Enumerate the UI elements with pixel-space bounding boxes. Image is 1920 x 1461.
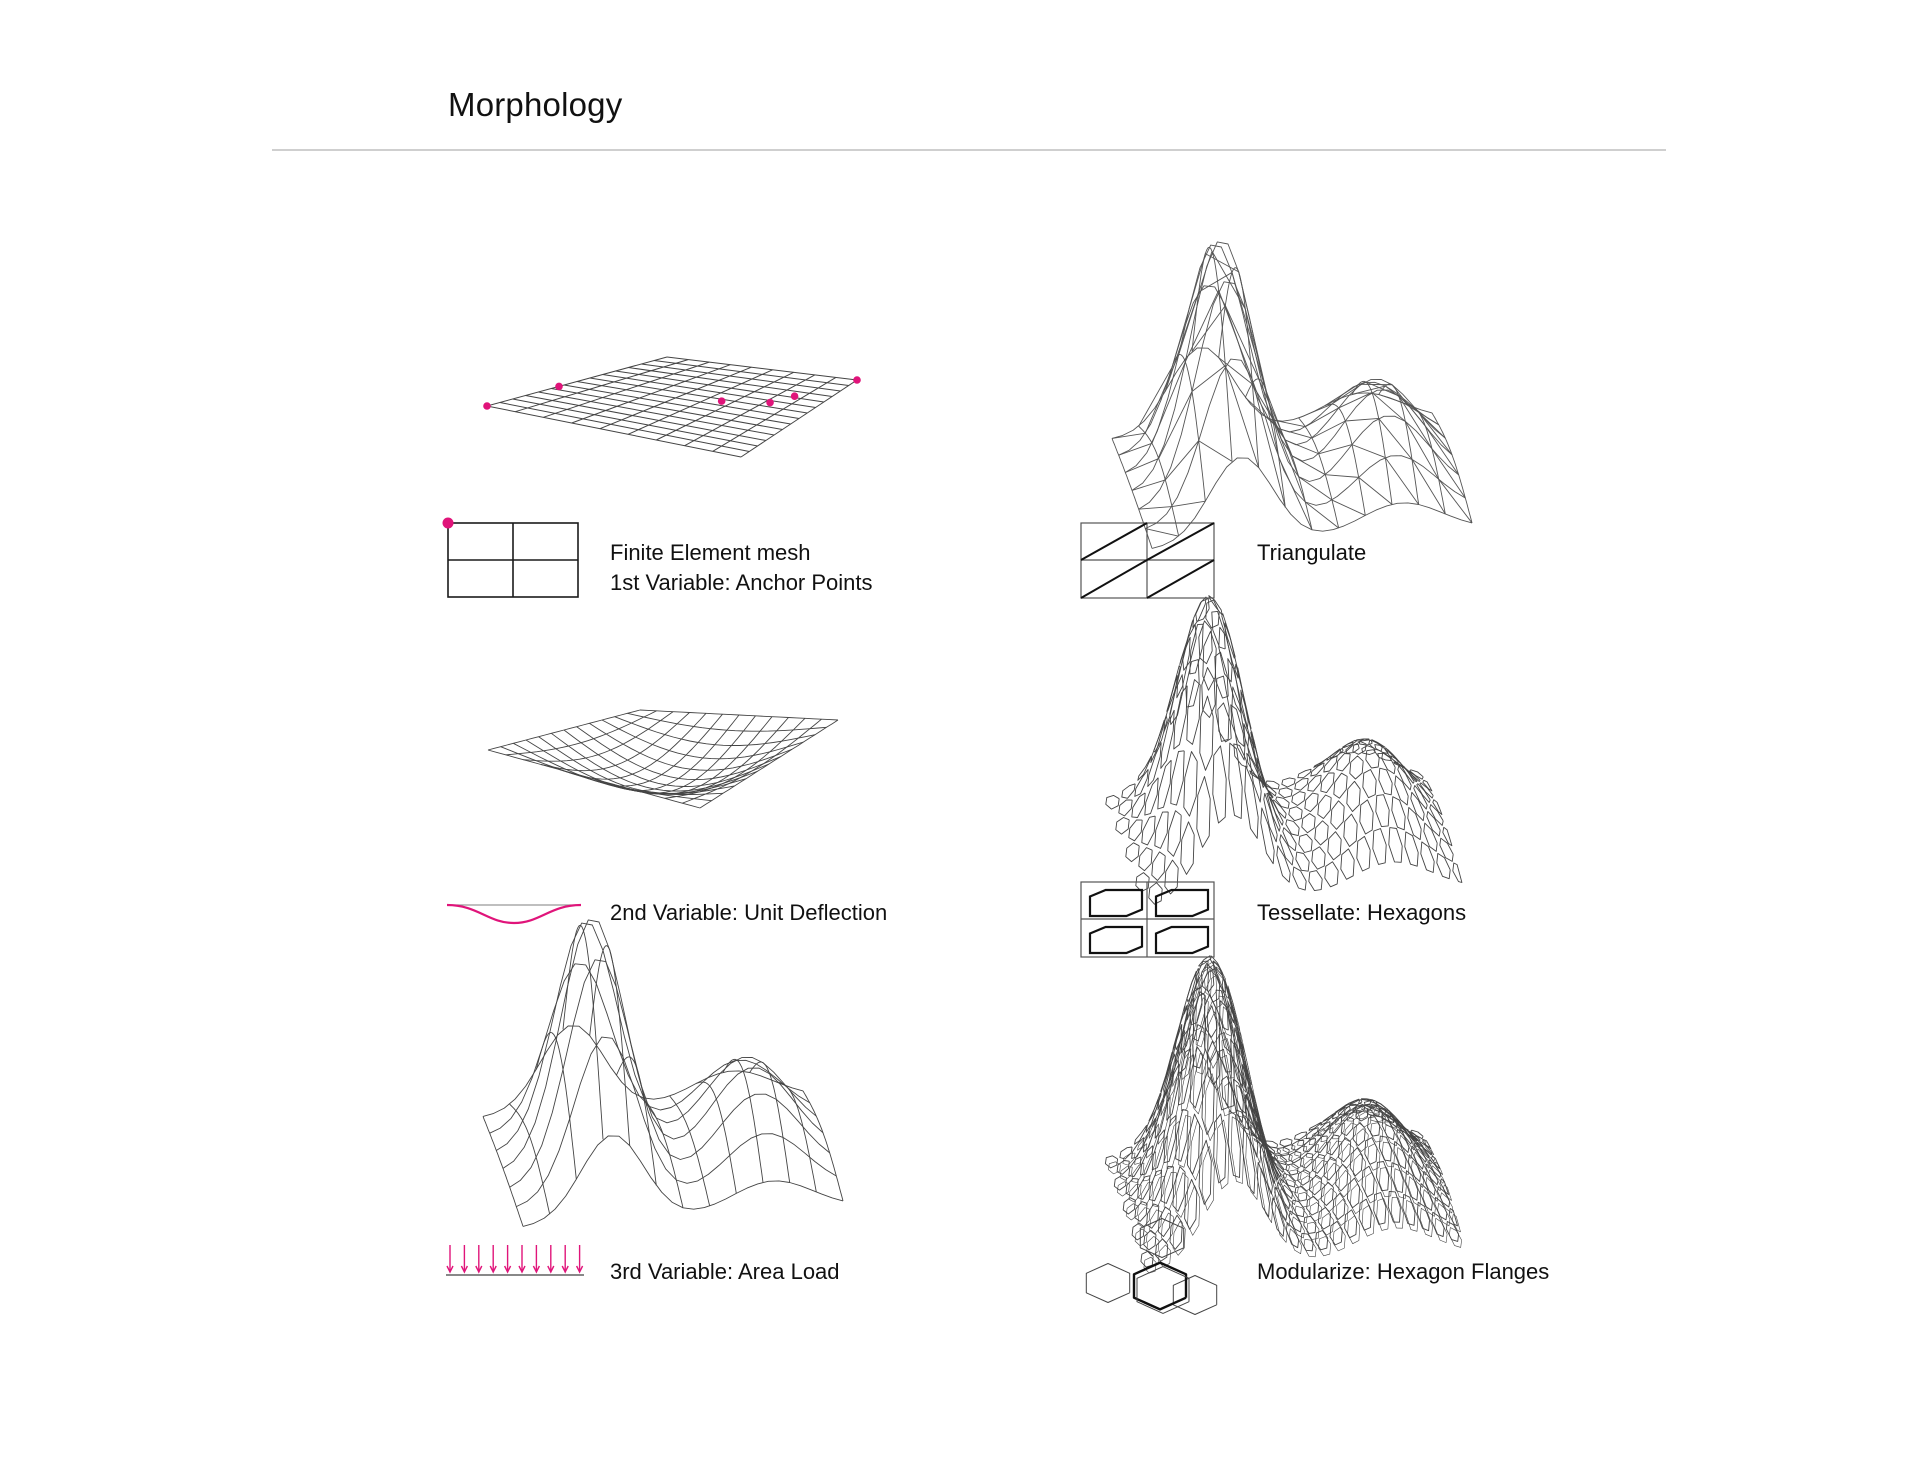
hexagon-cell [1190, 1120, 1202, 1180]
mesh-line [526, 396, 766, 441]
hexagon-cell [1279, 788, 1292, 798]
hexagon-cell [1305, 793, 1318, 812]
hexagon-cell [1292, 792, 1305, 806]
hexagon-cell [1333, 1227, 1345, 1251]
hexagon-flange-module-icon [1086, 1219, 1216, 1315]
mesh-line [1352, 381, 1392, 504]
hexagon-cell [1295, 1186, 1307, 1201]
step-label-line: 3rd Variable: Area Load [610, 1259, 840, 1284]
hexagon-cell [1090, 890, 1142, 916]
hexagon-cell [1324, 1188, 1336, 1211]
step-label-line: 2nd Variable: Unit Deflection [610, 900, 888, 925]
triangle-diagonal [1325, 384, 1358, 405]
triangle-diagonal [1125, 459, 1158, 473]
triangle-diagonal [1172, 254, 1205, 368]
hexagon-cell [1168, 811, 1181, 857]
hexagon-cell [1347, 1178, 1359, 1208]
mesh-line [656, 372, 793, 440]
hexagon-cell [1161, 710, 1174, 768]
hexagon-cell [1129, 820, 1142, 841]
hexagon-cell [1350, 1184, 1362, 1214]
hexagon-cell [1359, 1112, 1371, 1127]
hexagon-cell [1395, 776, 1408, 805]
triangle-diagonal [1112, 433, 1145, 438]
hexagon-cell [1391, 1197, 1403, 1228]
hexagon-cell [1119, 800, 1132, 816]
step-label-line: 1st Variable: Anchor Points [610, 570, 873, 595]
hexagon-cell [1362, 1205, 1374, 1236]
step-label-tessellate [1257, 898, 1466, 928]
mesh-line [487, 406, 741, 457]
hexagon-cell [1243, 1127, 1255, 1193]
hexagon-cell [1378, 753, 1391, 760]
hexagon-cell [1156, 927, 1208, 953]
hexagon-cell [1126, 1204, 1138, 1220]
hexagon-cell [1120, 1147, 1132, 1159]
triangle-diagonal [1412, 406, 1445, 438]
triangle-diagonal [1252, 384, 1285, 440]
title-divider [272, 149, 1666, 151]
hexagon-cell [1304, 1239, 1316, 1257]
hexagon-cell [1440, 838, 1453, 861]
hexagon-cell [1365, 1172, 1377, 1203]
hexagon-cell [1132, 793, 1145, 818]
hexagon-cell [1309, 871, 1322, 891]
hexagon-flange [1134, 1263, 1186, 1310]
hexagon-cell [1318, 795, 1331, 819]
mesh-line [496, 923, 816, 1150]
hexagon-cell [1417, 1202, 1429, 1230]
triangle-diagonal [1172, 501, 1205, 506]
hexagon-cell [1155, 812, 1168, 849]
hexagon-cell [1187, 1114, 1199, 1174]
hexagon-cell [1435, 1218, 1447, 1242]
hexagon-cell [1199, 1140, 1211, 1204]
hexagon-cell [1145, 778, 1158, 815]
hexagon-cell [1138, 756, 1151, 780]
hexagon-cell [1403, 1194, 1415, 1225]
hexagon-cell [1321, 773, 1334, 793]
hexagon-cell [1254, 740, 1267, 790]
hexagon-cell [1363, 770, 1376, 798]
anchor-point-dot [718, 397, 726, 405]
triangulated-grid-icon [1081, 523, 1214, 598]
hexagon-cell [1219, 1001, 1231, 1052]
hexagon-cell [1334, 773, 1347, 798]
mesh-line [503, 920, 823, 1169]
anchor-point-dot [766, 399, 774, 407]
triangle-diagonal [1272, 416, 1305, 502]
triangle-diagonal [1439, 479, 1472, 523]
step-label-line: Triangulate [1257, 540, 1367, 565]
hexagon-cell [1298, 769, 1311, 778]
hexagon-cell [1170, 1215, 1182, 1249]
triangle-diagonal [1385, 458, 1418, 505]
hexagon-cell [1380, 1168, 1392, 1197]
hexagon-cell [1299, 834, 1312, 852]
triangle-diagonal [1185, 290, 1218, 362]
hexagon-cell [1368, 1117, 1380, 1136]
hexagon-cell [1171, 751, 1184, 805]
hexagon-surface-drawing [1106, 596, 1462, 905]
hexagon-cell [1366, 750, 1379, 768]
mesh-line [538, 392, 774, 435]
mesh-line [506, 711, 657, 755]
triangle-diagonal [1305, 408, 1338, 427]
triangle-diagonal [1345, 418, 1378, 421]
hexagon-cell [1319, 1237, 1331, 1256]
hexagon-cell [1123, 1198, 1135, 1214]
hexagon-cell [1377, 1162, 1389, 1191]
hexagon-cell [1362, 1166, 1374, 1197]
triangle-diagonal [1245, 309, 1278, 457]
triangle-diagonal [1219, 290, 1252, 379]
flat-mesh-drawing [487, 357, 857, 457]
step-label-line: Tessellate: Hexagons [1257, 900, 1467, 925]
hexagon-cell [1336, 1164, 1348, 1191]
mesh-line [1152, 458, 1472, 549]
hexagon-cell [1453, 863, 1462, 883]
mesh-line [483, 1026, 803, 1117]
hexagon-cell [1142, 816, 1155, 845]
hexagon-cell [1214, 1114, 1226, 1183]
mesh-line [483, 1116, 523, 1226]
triangle-diagonal [1325, 475, 1358, 478]
mesh-line [563, 925, 603, 1139]
hexagon-cell [1357, 836, 1370, 871]
mesh-line [685, 375, 815, 446]
hexagon-cell [1213, 746, 1226, 823]
hexagon-cell [1116, 818, 1129, 835]
anchor-point-dot [483, 402, 491, 410]
mesh-line [670, 1096, 710, 1206]
hexagon-cell [1312, 847, 1325, 869]
hexagon-cell [1296, 852, 1309, 871]
triangulated-surface-drawing [1112, 242, 1472, 549]
hexagon-cell [1161, 1213, 1173, 1243]
step-label-modularize [1257, 1257, 1549, 1287]
hexagon-cell [1229, 743, 1242, 818]
hexagon-cell [1437, 853, 1450, 878]
hexagon-cell [1179, 1115, 1191, 1167]
hexagon-cell [1376, 795, 1389, 827]
hexagon-cell [1421, 842, 1434, 873]
hexagon-flange [1086, 1264, 1129, 1303]
hexagon-cell [1181, 822, 1194, 875]
mesh-line [1379, 384, 1419, 505]
hexagon-cell [1292, 1217, 1304, 1238]
mesh-line [629, 717, 772, 794]
triangle-diagonal [1159, 391, 1192, 458]
hexagon-cell [1176, 1109, 1188, 1161]
step-label-deflection [610, 898, 887, 928]
triangle-diagonal [1199, 441, 1232, 462]
mesh-line [523, 1136, 843, 1227]
hexagon-cell [1187, 680, 1200, 745]
deflected-mesh-drawing [488, 710, 838, 808]
hexagon-cell [1158, 760, 1171, 809]
anchor-point-dot [791, 392, 799, 400]
hexagon-cell [1302, 814, 1315, 833]
hexagon-cell [1200, 696, 1213, 770]
hexagon-cell [1373, 829, 1386, 865]
hexagon-cell [1289, 1170, 1301, 1181]
anchor-point-dot [853, 376, 861, 384]
hexagon-cell [1197, 777, 1210, 848]
hexagon-cell [1377, 1199, 1389, 1231]
hexagon-cell [1359, 1199, 1371, 1230]
hexagon-cell [1360, 800, 1373, 834]
hexagon-cell [1315, 1160, 1327, 1179]
triangle-diagonal [1179, 251, 1212, 355]
hexagon-cell [1337, 754, 1350, 771]
hexagon-tessellation-icon [1081, 882, 1214, 957]
hexagon-cell [1135, 1202, 1147, 1222]
hexagon-cell [1389, 828, 1402, 863]
hexagon-cell [1276, 797, 1289, 808]
hexagon-cell [1126, 843, 1139, 862]
hexagon-cell [1308, 775, 1321, 791]
triangle-diagonal [1139, 367, 1172, 426]
hexagon-cell [1341, 849, 1354, 879]
hexagon-cell [1304, 1216, 1316, 1233]
mesh-line [488, 710, 640, 750]
hexagon-cell [1379, 1136, 1391, 1161]
hexagon-cell [1184, 752, 1197, 817]
mesh-line [1125, 245, 1445, 472]
triangle-diagonal [1145, 529, 1178, 537]
hexagon-cell [1165, 860, 1178, 894]
hexagon-cell [1406, 1200, 1418, 1231]
hexagon-flange [1137, 1267, 1189, 1314]
hexagon-cell [1424, 823, 1437, 851]
triangle-diagonal [1225, 365, 1258, 467]
anchor-point-dot [555, 383, 563, 391]
deflection-curve-icon [447, 905, 581, 923]
hexagon-cell [1328, 832, 1341, 860]
hexagon-cell [1301, 1233, 1313, 1251]
hexagon-cell [1353, 1123, 1365, 1146]
hexagon-cell [1316, 1231, 1328, 1250]
hexagon-cell [1301, 1176, 1313, 1192]
hexagon-cell [1353, 1154, 1365, 1182]
triangle-diagonal [1339, 392, 1372, 407]
mesh-line [513, 399, 758, 446]
step-label-line: Modularize: Hexagon Flanges [1257, 1259, 1550, 1284]
hexagon-cell [1122, 784, 1135, 799]
hexagon-cell [1374, 1193, 1386, 1225]
triangle-diagonal [1165, 441, 1198, 480]
hexagon-cell [1156, 890, 1208, 916]
step-label-triangulate [1257, 538, 1366, 568]
mesh-line [803, 1091, 843, 1201]
triangle-diagonal [1332, 500, 1365, 515]
hexagon-cell [1325, 862, 1338, 887]
triangle-diagonal [1139, 507, 1172, 510]
hexagon-cell [1090, 927, 1142, 953]
hexagon-cell [1315, 821, 1328, 845]
hexagon-cell [1295, 778, 1308, 790]
hexagon-cell [1219, 1033, 1231, 1073]
mesh-line [628, 370, 773, 435]
hexagon-cell [1372, 740, 1385, 748]
mesh-line [523, 712, 673, 762]
hexagon-cell [1164, 1172, 1176, 1209]
mesh-line [500, 403, 749, 452]
triangle-diagonal [1432, 449, 1465, 498]
triangle-diagonal [1392, 385, 1425, 426]
hexagon-flange [1173, 1276, 1216, 1315]
mesh-line [576, 714, 722, 786]
hexagon-cell [1342, 1144, 1354, 1168]
mesh-line [750, 1062, 790, 1183]
hexagon-cell [1286, 820, 1299, 836]
mesh-line [627, 713, 826, 731]
hexagon-cell [1331, 801, 1344, 830]
hexagon-cell [1379, 768, 1392, 795]
triangle-diagonal [1359, 477, 1392, 504]
hexagon-cell [1208, 1012, 1220, 1069]
triangle-diagonal [1299, 404, 1332, 418]
hexagon-cell [1202, 1146, 1214, 1210]
triangle-diagonal [1352, 445, 1385, 458]
hexagon-cell [1344, 814, 1357, 846]
hexagon-cell [1228, 659, 1241, 714]
hexagon-flange-surface-drawing [1105, 956, 1461, 1273]
hexagon-cell [1217, 1120, 1229, 1189]
hexagon-cell [1449, 1228, 1461, 1248]
step-label-fem [610, 538, 873, 598]
hexagon-cell [1347, 781, 1360, 811]
anchor-grid-icon [443, 518, 579, 598]
hexagon-cell [1433, 800, 1442, 815]
mesh-line [723, 1059, 763, 1182]
mesh-line [700, 720, 838, 808]
hexagon-cell [1202, 668, 1215, 718]
hexagon-cell [1188, 1185, 1200, 1235]
page-title: Morphology [448, 86, 623, 123]
hexagon-cell [1289, 807, 1302, 821]
step-label-line: Finite Element mesh [610, 540, 811, 565]
hexagon-cell [1141, 1146, 1153, 1175]
hexagon-cell [1139, 848, 1152, 871]
hexagon-cell [1282, 778, 1295, 787]
hexagon-cell [1348, 1216, 1360, 1244]
hexagon-cell [1135, 769, 1148, 796]
triangle-diagonal [1425, 426, 1458, 475]
hexagon-cell [1202, 1068, 1214, 1135]
triangle-diagonal [1312, 421, 1345, 438]
step-label-load [610, 1257, 840, 1287]
hexagon-cell [1152, 852, 1165, 881]
hexagon-cell [1266, 781, 1279, 789]
mesh-line [572, 365, 731, 423]
hexagon-cell [1345, 1210, 1357, 1238]
hexagon-cell [1307, 1222, 1319, 1239]
mesh-line [1132, 242, 1452, 491]
hexagon-cell [1280, 835, 1293, 865]
triangle-diagonal [1379, 394, 1412, 405]
area-load-arrows-icon [446, 1245, 584, 1275]
hexagon-cell [1350, 756, 1363, 779]
mesh-line [1432, 413, 1472, 523]
hexagon-cell [1368, 1144, 1380, 1171]
hexagon-cell [1408, 807, 1421, 839]
loaded-mesh-drawing [483, 920, 843, 1227]
mesh-line [616, 1057, 656, 1186]
hexagon-cell [1273, 800, 1286, 818]
hexagon-cell [1193, 1025, 1205, 1069]
hexagon-cell [1106, 795, 1119, 809]
hexagon-cell [1205, 1074, 1217, 1141]
anchor-dot-icon [443, 518, 454, 529]
